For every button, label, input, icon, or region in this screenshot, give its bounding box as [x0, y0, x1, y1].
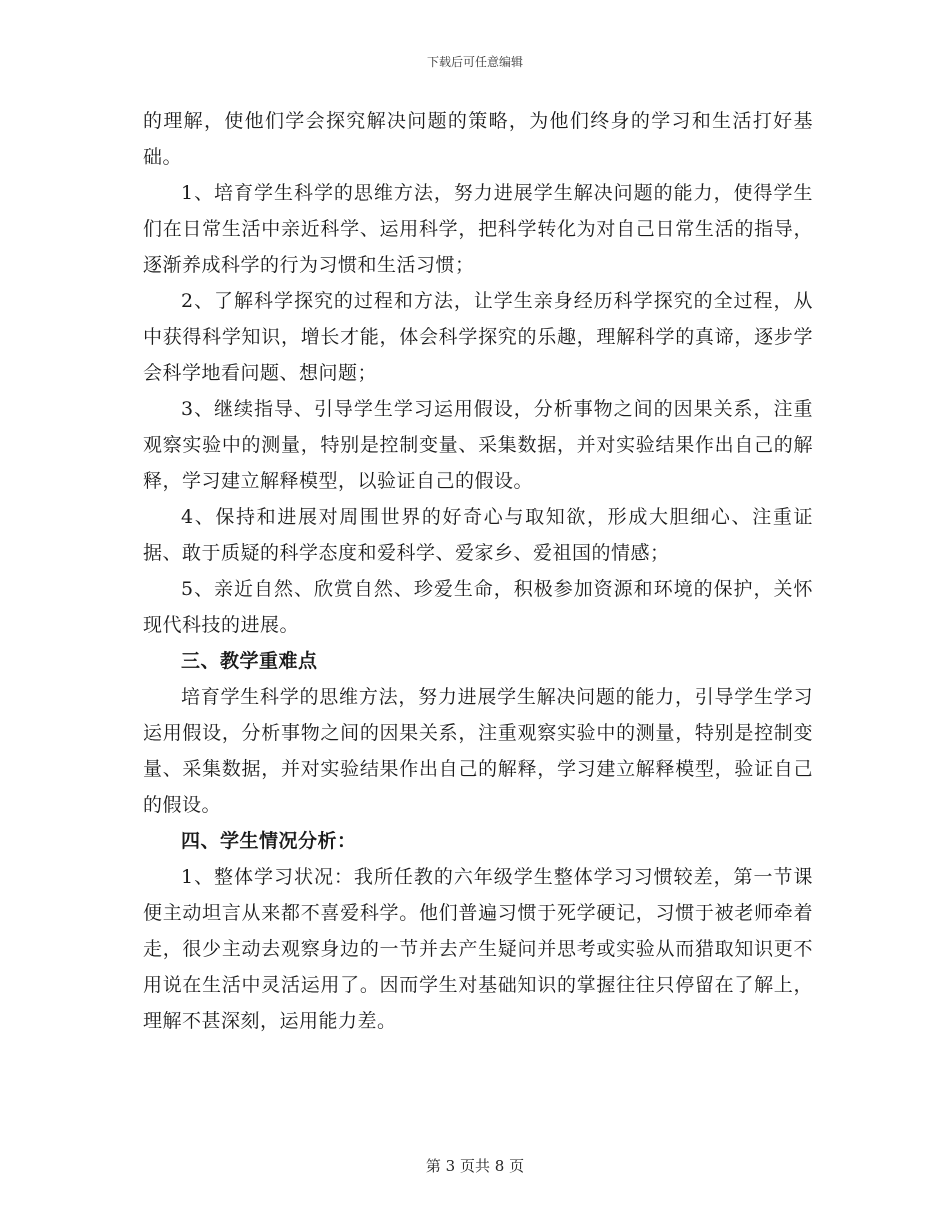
objective-item-1: 1、培育学生科学的思维方法，努力进展学生解决问题的能力，使得学生们在日常生活中亲近科学、运用科学，把科学转化为对自己日常生活的指导，逐渐养成科学的行为习惯和生活习惯； — [143, 182, 813, 276]
page-header: 下载后可任意编辑 — [426, 55, 523, 69]
objective-item-4: 4、保持和进展对周围世界的好奇心与取知欲，形成大胆细心、注重证据、敢于质疑的科学态度和爱科学、爱家乡、爱祖国的情感； — [143, 506, 813, 564]
page-number: 第 3 页共 8 页 — [425, 1157, 525, 1175]
section-heading-student-analysis: 四、学生情况分析： — [181, 830, 357, 852]
key-points-paragraph: 培育学生科学的思维方法，努力进展学生解决问题的能力，引导学生学习运用假设，分析事物之间的因果关系，注重观察实验中的测量，特别是控制变量、采集数据，并对实验结果作出自己的解释，学习建立解释模型，验证自己的假设。 — [143, 686, 813, 816]
document-body — [143, 103, 813, 1039]
student-analysis-item-1: 1、整体学习状况：我所任教的六年级学生整体学习习惯较差，第一节课便主动坦言从来都不喜爱科学。他们普遍习惯于死学硬记，习惯于被老师牵着走，很少主动去观察身边的一节并去产生疑问并思考或实验从而猎取知识更不用说在生活中灵活运用了。因而学生对基础知识的掌握往往只停留在了解上，理解不甚深刻，运用能力差。 — [143, 866, 813, 1032]
objective-item-5: 5、亲近自然、欣赏自然、珍爱生命，积极参加资源和环境的保护，关怀现代科技的进展。 — [143, 578, 813, 636]
paragraph-continuation: 的理解，使他们学会探究解决问题的策略，为他们终身的学习和生活打好基础。 — [143, 110, 813, 168]
section-heading-key-points: 三、教学重难点 — [181, 650, 318, 672]
objective-item-2: 2、了解科学探究的过程和方法，让学生亲身经历科学探究的全过程，从中获得科学知识，增长才能，体会科学探究的乐趣，理解科学的真谛，逐步学会科学地看问题、想问题； — [143, 290, 813, 384]
objective-item-3: 3、继续指导、引导学生学习运用假设，分析事物之间的因果关系，注重观察实验中的测量，特别是控制变量、采集数据，并对实验结果作出自己的解释，学习建立解释模型，以验证自己的假设。 — [143, 398, 813, 492]
